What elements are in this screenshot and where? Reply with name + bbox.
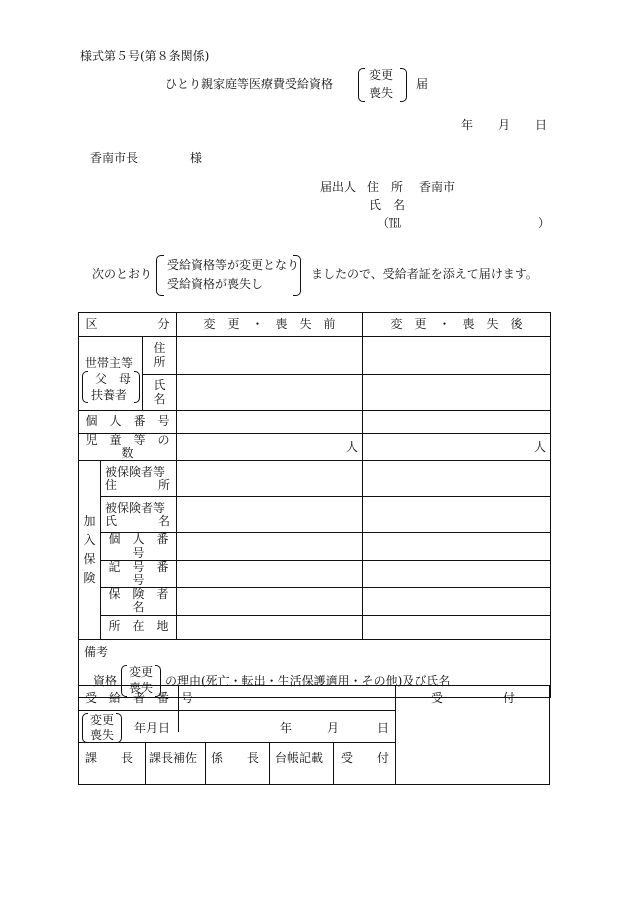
- insurance-char-1: 加: [83, 513, 96, 528]
- addressee-honorific: 様: [190, 151, 203, 165]
- insurer-name-after[interactable]: [363, 588, 551, 615]
- office-use-section: [78, 685, 550, 785]
- householder-name-after[interactable]: [363, 375, 551, 411]
- applicant-address-value: 香南市: [419, 180, 456, 194]
- householder-name-before[interactable]: [177, 375, 363, 411]
- symbol-number-after[interactable]: [363, 560, 551, 587]
- form-number: 様式第５号(第８条関係): [80, 49, 210, 63]
- insured-address-l2b: 所: [158, 477, 171, 492]
- received-stamp-area[interactable]: [396, 710, 549, 784]
- remarks-suffix: の理由(死亡・転出・生活保護適用・その他)及び氏名: [165, 673, 451, 688]
- form-title: ひとり親家庭等医療費受給資格: [165, 77, 334, 91]
- statement-prefix: 次のとおり: [92, 267, 153, 281]
- statement-option-loss: 受給資格が喪失し: [167, 277, 264, 291]
- deputy-label: 課長補佐: [149, 751, 198, 765]
- insured-address-label: [101, 461, 177, 497]
- location-before[interactable]: [177, 615, 363, 639]
- personal-number-before[interactable]: [177, 411, 363, 434]
- householder-line3: 扶養者: [91, 388, 128, 402]
- date-month: 月: [498, 118, 511, 132]
- accept-label: 受 付: [341, 751, 390, 765]
- insured-address-l2a: 住: [105, 477, 118, 492]
- date-bracket-right: [116, 713, 122, 743]
- date-bracket-left: [82, 713, 88, 743]
- insured-name-before[interactable]: [177, 497, 363, 533]
- staff-label: 係 長: [211, 751, 260, 765]
- insured-personal-number-before[interactable]: [177, 533, 363, 560]
- symbol-number-label: 記 号 番 号: [101, 560, 177, 587]
- title-bracket-right: [400, 68, 407, 102]
- location-label: 所 在 地: [101, 615, 177, 639]
- statement-suffix: ましたので、受給者証を添えて届けます。: [311, 267, 538, 281]
- stamp-date-day: 日: [377, 721, 390, 735]
- children-count-before[interactable]: 人: [177, 434, 363, 461]
- recipient-number-field[interactable]: [179, 686, 395, 710]
- householder-label: [79, 337, 143, 411]
- stamp-date-month: 月: [327, 721, 340, 735]
- applicant-address-label: 住 所: [367, 180, 404, 194]
- date-option-loss: 喪失: [90, 728, 115, 742]
- stamp-date-year: 年: [280, 721, 293, 735]
- address-label: [143, 337, 177, 375]
- applicant-tel-close: ）: [538, 216, 551, 230]
- insured-personal-number-label: 個 人 番 号: [101, 533, 177, 560]
- recipient-number-label: 受 給 者 番 号: [85, 691, 194, 705]
- insurance-char-4: 険: [83, 571, 96, 586]
- date-day: 日: [535, 118, 548, 132]
- remarks-option-loss: 喪失: [129, 680, 154, 695]
- householder-address-before[interactable]: [177, 337, 363, 375]
- statement-bracket-right: [293, 255, 301, 296]
- date-option-change: 変更: [90, 713, 115, 727]
- insurer-name-label: 保 険 者 名: [101, 588, 177, 615]
- insurer-name-before[interactable]: [177, 588, 363, 615]
- address-label-l2: 所: [153, 354, 166, 369]
- householder-bracket-right: [134, 371, 140, 403]
- personal-number-label: 個 人 番 号: [79, 411, 177, 434]
- householder-address-after[interactable]: [363, 337, 551, 375]
- insured-address-l1: 被保険者等: [105, 464, 166, 479]
- col-header-after: 変 更 ・ 喪 失 後: [363, 313, 551, 337]
- title-option-loss: 喪失: [369, 86, 394, 100]
- insured-name-l2b: 名: [158, 513, 171, 528]
- remarks-option-change: 変更: [129, 664, 154, 679]
- received-label: 受 付: [431, 691, 516, 705]
- applicant-label: 届出人: [320, 180, 357, 194]
- householder-bracket-left: [82, 371, 88, 403]
- form-table: [78, 312, 551, 698]
- ledger-label: 台帳記載: [275, 751, 324, 765]
- statement-bracket-left: [156, 255, 164, 296]
- location-after[interactable]: [363, 615, 551, 639]
- symbol-number-before[interactable]: [177, 560, 363, 587]
- addressee-name: 香南市長: [90, 151, 139, 165]
- applicant-tel-open: （℡: [377, 216, 402, 230]
- householder-line1: 世帯主等: [85, 356, 134, 370]
- insurance-group-label: [79, 461, 101, 639]
- date-label: 年月日: [134, 721, 171, 735]
- applicant-name-label: 氏 名: [369, 198, 406, 212]
- address-label-l1: 住: [153, 341, 166, 356]
- insured-name-l1: 被保険者等: [105, 500, 166, 515]
- insured-personal-number-after[interactable]: [363, 533, 551, 560]
- col-header-before: 変 更 ・ 喪 失 前: [177, 313, 363, 337]
- title-bracket-left: [358, 68, 365, 102]
- insured-name-label: [101, 497, 177, 533]
- children-count-after[interactable]: 人: [363, 434, 551, 461]
- name-label-l1: 氏: [153, 378, 166, 393]
- insurance-char-2: 入: [83, 532, 96, 547]
- insured-name-l2a: 氏: [105, 513, 118, 528]
- statement-option-change: 受給資格等が変更となり: [167, 258, 300, 272]
- title-option-change: 変更: [369, 68, 394, 82]
- chief-label: 課 長: [85, 751, 134, 765]
- insurance-char-3: 保: [83, 551, 96, 566]
- personal-number-after[interactable]: [363, 411, 551, 434]
- children-count-label: 児 童 等 の 数: [79, 434, 177, 461]
- title-suffix: 届: [416, 77, 429, 91]
- householder-line2: 父 母: [95, 372, 132, 386]
- insured-address-after[interactable]: [363, 461, 551, 497]
- name-label-l2: 名: [153, 391, 166, 406]
- date-year: 年: [461, 118, 474, 132]
- remarks-label: 備考: [84, 644, 109, 659]
- name-label: [143, 375, 177, 411]
- insured-address-before[interactable]: [177, 461, 363, 497]
- col-header-category: 区 分: [79, 313, 177, 337]
- insured-name-after[interactable]: [363, 497, 551, 533]
- remarks-prefix: 資格: [93, 673, 118, 688]
